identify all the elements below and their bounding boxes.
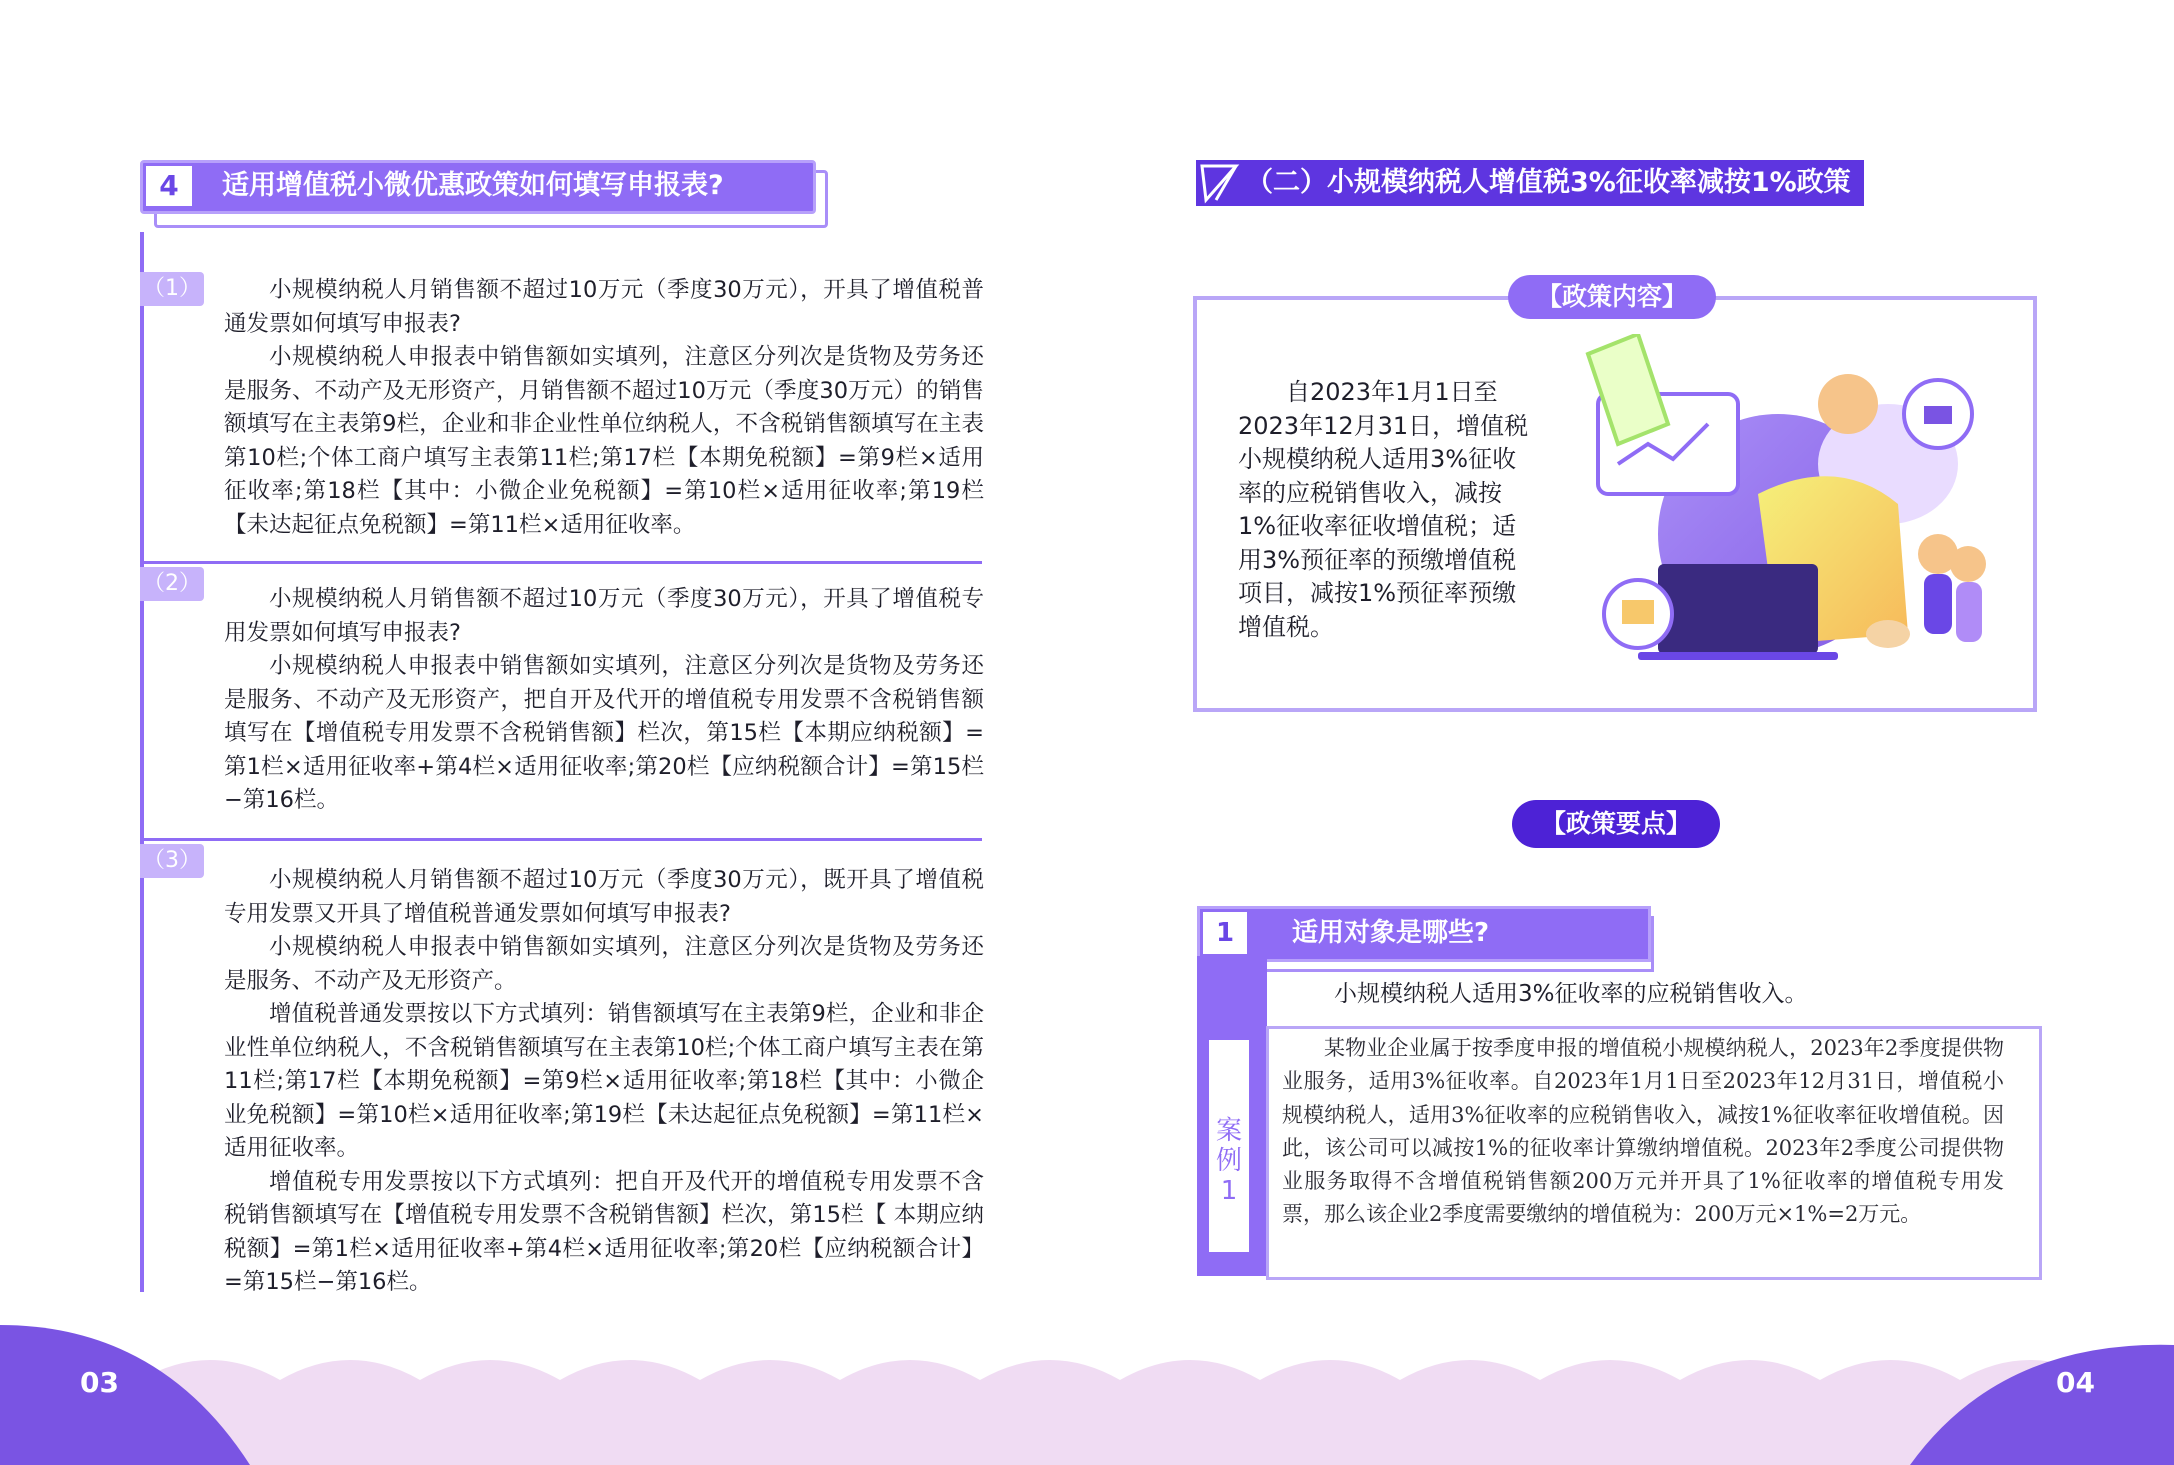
page-number-left: 03 xyxy=(80,1366,119,1399)
policy-content-text xyxy=(1238,376,1532,644)
policy-content-label: 【政策内容】 xyxy=(1508,275,1716,319)
chapter-banner-title: （二）小规模纳税人增值税3%征收率减按1%政策 xyxy=(1246,167,1851,198)
case-text xyxy=(1282,1032,2004,1232)
case-tab-char-2: 例 xyxy=(1215,1146,1242,1176)
case-tab-char-1: 案 xyxy=(1215,1116,1242,1146)
item-2-text xyxy=(224,583,984,818)
item-tag-1: （1） xyxy=(140,272,204,306)
section-title: 适用增值税小微优惠政策如何填写申报表? xyxy=(222,170,724,201)
finance-illustration xyxy=(1578,334,1996,678)
policy-points-label: 【政策要点】 xyxy=(1512,800,1720,848)
item-1-question: 小规模纳税人月销售额不超过10万元（季度30万元），开具了增值税普通发票如何填写申报表? xyxy=(224,277,984,337)
banner-arrow-icon xyxy=(1196,160,1242,206)
item-2-answer: 小规模纳税人申报表中销售额如实填列，注意区分列次是货物及劳务还是服务、不动产及无形资产，把自开及代开的增值税专用发票不含税销售额填写在【增值税专用发票不含税销售额】栏次，第15栏【本期应纳税额】=第1栏×适用征收率+第4栏×适用征收率;第20栏【应纳税额合计】=第15栏−第16栏。 xyxy=(224,653,984,813)
case-tab xyxy=(1209,1040,1249,1252)
item-tag-3: （3） xyxy=(140,844,204,878)
item-3-answer-intro: 小规模纳税人申报表中销售额如实填列，注意区分列次是货物及劳务还是服务、不动产及无形资产。 xyxy=(224,934,984,994)
point-answer: 小规模纳税人适用3%征收率的应税销售收入。 xyxy=(1334,981,1808,1007)
item-1-text xyxy=(224,274,984,542)
page-number-right: 04 xyxy=(2056,1366,2095,1399)
left-vertical-rule xyxy=(140,232,144,1292)
item-3-answer-ordinary: 增值税普通发票按以下方式填列：销售额填写在主表第9栏，企业和非企业性单位纳税人，不含税销售额填写在主表第10栏;个体工商户填写主表在第11栏;第17栏【本期免税额】=第9栏×适用征收率;第18栏【其中：小微企业免税额】=第10栏×适用征收率;第19栏【未达起征点免税额】=第11栏×适用征收率。 xyxy=(224,1001,984,1161)
point-title: 适用对象是哪些? xyxy=(1292,918,1490,948)
divider-2 xyxy=(140,838,982,841)
case-tab-char-3: 1 xyxy=(1220,1176,1238,1206)
section-number: 4 xyxy=(146,166,192,206)
item-3-text xyxy=(224,864,984,1300)
item-3-question: 小规模纳税人月销售额不超过10万元（季度30万元），既开具了增值税专用发票又开具了增值税普通发票如何填写申报表? xyxy=(224,867,984,927)
item-1-answer: 小规模纳税人申报表中销售额如实填列，注意区分列次是货物及劳务还是服务、不动产及无形资产，月销售额不超过10万元（季度30万元）的销售额填写在主表第9栏，企业和非企业性单位纳税人，不含税销售额填写在主表第10栏;个体工商户填写主表第11栏;第17栏【本期免税额】=第9栏×适用征收率;第18栏【其中：小微企业免税额】=第10栏×适用征收率;第19栏【未达起征点免税额】=第11栏×适用征收率。 xyxy=(224,344,984,538)
item-tag-2: （2） xyxy=(140,567,204,601)
item-3-answer-special: 增值税专用发票按以下方式填列：把自开及代开的增值税专用发票不含税销售额填写在【增值税专用发票不含税销售额】栏次，第15栏【 本期应纳税额】=第1栏×适用征收率+第4栏×适用征收率;第20栏【应纳税额合计】=第15栏−第16栏。 xyxy=(224,1168,984,1295)
policy-paragraph: 自2023年1月1日至2023年12月31日，增值税小规模纳税人适用3%征收率的应税销售收入，减按1%征收率征收增值税；适用3%预征率的预缴增值税项目，减按1%预征率预缴增值税。 xyxy=(1238,378,1529,641)
divider-1 xyxy=(140,561,982,564)
case-paragraph: 某物业企业属于按季度申报的增值税小规模纳税人，2023年2季度提供物业服务，适用3%征收率。自2023年1月1日至2023年12月31日，增值税小规模纳税人，适用3%征收率的应税销售收入，减按1%征收率征收增值税。因此，该公司可以减按1%的征收率计算缴纳增值税。2023年2季度公司提供物业服务取得不含增值税销售额200万元并开具了1%征收率的增值税专用发票，那么该企业2季度需要缴纳的增值税为：200万元×1%=2万元。 xyxy=(1282,1036,2004,1227)
point-number: 1 xyxy=(1203,912,1247,954)
footer-wave xyxy=(0,1320,2174,1465)
item-2-question: 小规模纳税人月销售额不超过10万元（季度30万元），开具了增值税专用发票如何填写申报表? xyxy=(224,586,984,646)
